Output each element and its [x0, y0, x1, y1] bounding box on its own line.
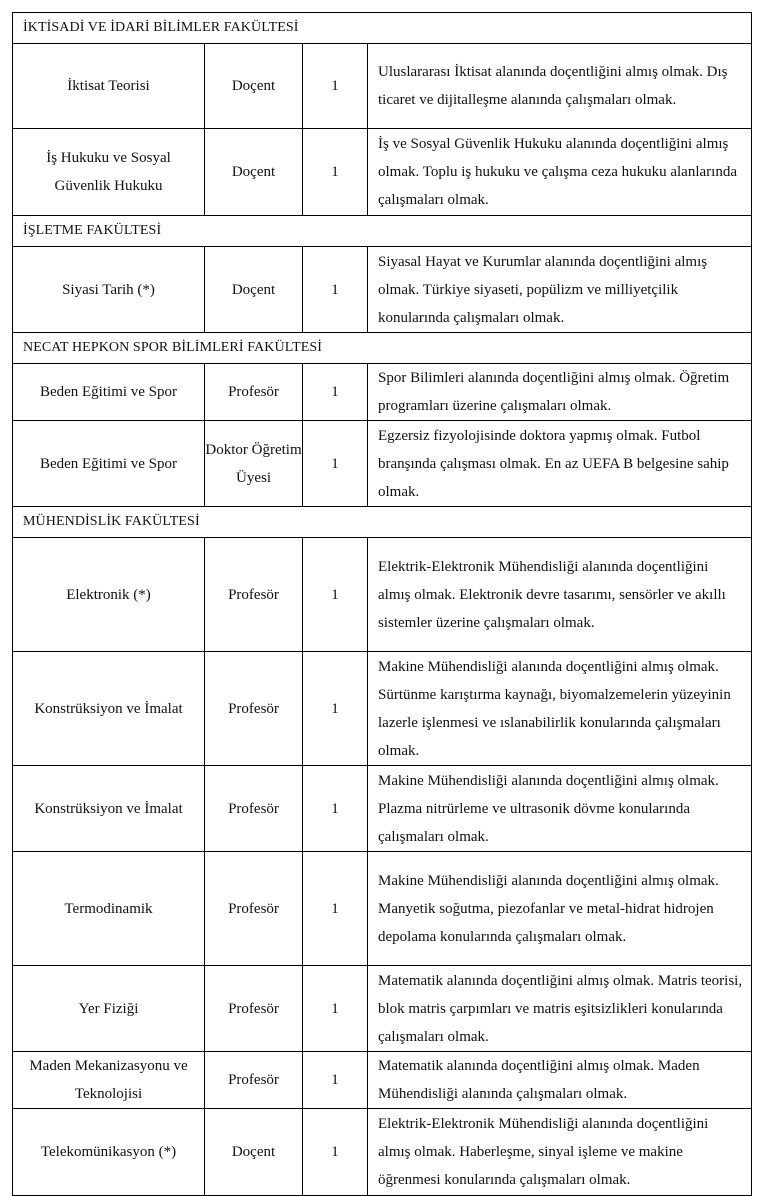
title-cell: Doçent	[205, 129, 303, 216]
requirements-cell: Siyasal Hayat ve Kurumlar alanında doçentliğini almış olmak. Türkiye siyaseti, popülizm ve milliyetçilik konularında çalışmaları olmak.	[368, 247, 752, 333]
table-row	[13, 852, 752, 966]
count-cell: 1	[303, 766, 368, 852]
requirements-cell: Makine Mühendisliği alanında doçentliğini almış olmak. Sürtünme karıştırma kaynağı, biyomalzemelerin yüzeyinin lazerle işlenmesi ve ıslanabilirlik konularında çalışmaları olmak.	[368, 652, 752, 766]
department-cell: İş Hukuku ve Sosyal Güvenlik Hukuku	[13, 129, 205, 216]
table-row	[13, 652, 752, 766]
faculty-header-row	[13, 13, 752, 44]
title-cell: Doçent	[205, 44, 303, 129]
title-cell: Profesör	[205, 538, 303, 652]
title-cell: Profesör	[205, 852, 303, 966]
department-cell: Maden Mekanizasyonu ve Teknolojisi	[13, 1052, 205, 1109]
department-cell: Elektronik (*)	[13, 538, 205, 652]
table-row	[13, 421, 752, 507]
requirements-cell: Matematik alanında doçentliğini almış olmak. Matris teorisi, blok matris çarpımları ve matris eşitsizlikleri konularında çalışmaları olmak.	[368, 966, 752, 1052]
table-row	[13, 766, 752, 852]
count-cell: 1	[303, 966, 368, 1052]
title-cell: Profesör	[205, 364, 303, 421]
requirements-cell: Egzersiz fizyolojisinde doktora yapmış olmak. Futbol branşında çalışması olmak. En az UEFA B belgesine sahip olmak.	[368, 421, 752, 507]
count-cell: 1	[303, 364, 368, 421]
title-cell: Doçent	[205, 247, 303, 333]
title-cell: Doktor Öğretim Üyesi	[205, 421, 303, 507]
faculty-header-row	[13, 507, 752, 538]
faculty-title: İKTİSADİ VE İDARİ BİLİMLER FAKÜLTESİ	[13, 13, 752, 44]
department-cell: Beden Eğitimi ve Spor	[13, 364, 205, 421]
faculty-header-row	[13, 333, 752, 364]
department-cell: Konstrüksiyon ve İmalat	[13, 766, 205, 852]
count-cell: 1	[303, 44, 368, 129]
faculty-header-row	[13, 216, 752, 247]
requirements-cell: Elektrik-Elektronik Mühendisliği alanında doçentliğini almış olmak. Elektronik devre tasarımı, sensörler ve akıllı sistemler üzerine çalışmaları olmak.	[368, 538, 752, 652]
positions-table	[12, 12, 752, 1196]
department-cell: Beden Eğitimi ve Spor	[13, 421, 205, 507]
title-cell: Doçent	[205, 1109, 303, 1196]
table-row	[13, 1052, 752, 1109]
requirements-cell: Elektrik-Elektronik Mühendisliği alanında doçentliğini almış olmak. Haberleşme, sinyal işleme ve makine öğrenmesi konularında çalışmaları olmak.	[368, 1109, 752, 1196]
requirements-cell: Matematik alanında doçentliğini almış olmak. Maden Mühendisliği alanında çalışmaları olmak.	[368, 1052, 752, 1109]
count-cell: 1	[303, 652, 368, 766]
table-row	[13, 44, 752, 129]
faculty-title: MÜHENDİSLİK FAKÜLTESİ	[13, 507, 752, 538]
faculty-title: NECAT HEPKON SPOR BİLİMLERİ FAKÜLTESİ	[13, 333, 752, 364]
count-cell: 1	[303, 421, 368, 507]
table-row	[13, 364, 752, 421]
department-cell: Yer Fiziği	[13, 966, 205, 1052]
requirements-cell: Uluslararası İktisat alanında doçentliğini almış olmak. Dış ticaret ve dijitalleşme alanında çalışmaları olmak.	[368, 44, 752, 129]
count-cell: 1	[303, 247, 368, 333]
count-cell: 1	[303, 1052, 368, 1109]
department-cell: İktisat Teorisi	[13, 44, 205, 129]
department-cell: Siyasi Tarih (*)	[13, 247, 205, 333]
count-cell: 1	[303, 129, 368, 216]
faculty-title: İŞLETME FAKÜLTESİ	[13, 216, 752, 247]
department-cell: Konstrüksiyon ve İmalat	[13, 652, 205, 766]
title-cell: Profesör	[205, 766, 303, 852]
requirements-cell: Makine Mühendisliği alanında doçentliğini almış olmak. Plazma nitrürleme ve ultrasonik dövme konularında çalışmaları olmak.	[368, 766, 752, 852]
requirements-cell: Spor Bilimleri alanında doçentliğini almış olmak. Öğretim programları üzerine çalışmaları olmak.	[368, 364, 752, 421]
count-cell: 1	[303, 538, 368, 652]
requirements-cell: Makine Mühendisliği alanında doçentliğini almış olmak. Manyetik soğutma, piezofanlar ve metal-hidrat hidrojen depolama konularında çalışmaları olmak.	[368, 852, 752, 966]
table-row	[13, 538, 752, 652]
department-cell: Termodinamik	[13, 852, 205, 966]
title-cell: Profesör	[205, 966, 303, 1052]
table-row	[13, 1109, 752, 1196]
count-cell: 1	[303, 852, 368, 966]
table-row	[13, 129, 752, 216]
table-row	[13, 966, 752, 1052]
department-cell: Telekomünikasyon (*)	[13, 1109, 205, 1196]
table-row	[13, 247, 752, 333]
count-cell: 1	[303, 1109, 368, 1196]
title-cell: Profesör	[205, 1052, 303, 1109]
requirements-cell: İş ve Sosyal Güvenlik Hukuku alanında doçentliğini almış olmak. Toplu iş hukuku ve çalışma ceza hukuku alanlarında çalışmaları olmak.	[368, 129, 752, 216]
title-cell: Profesör	[205, 652, 303, 766]
